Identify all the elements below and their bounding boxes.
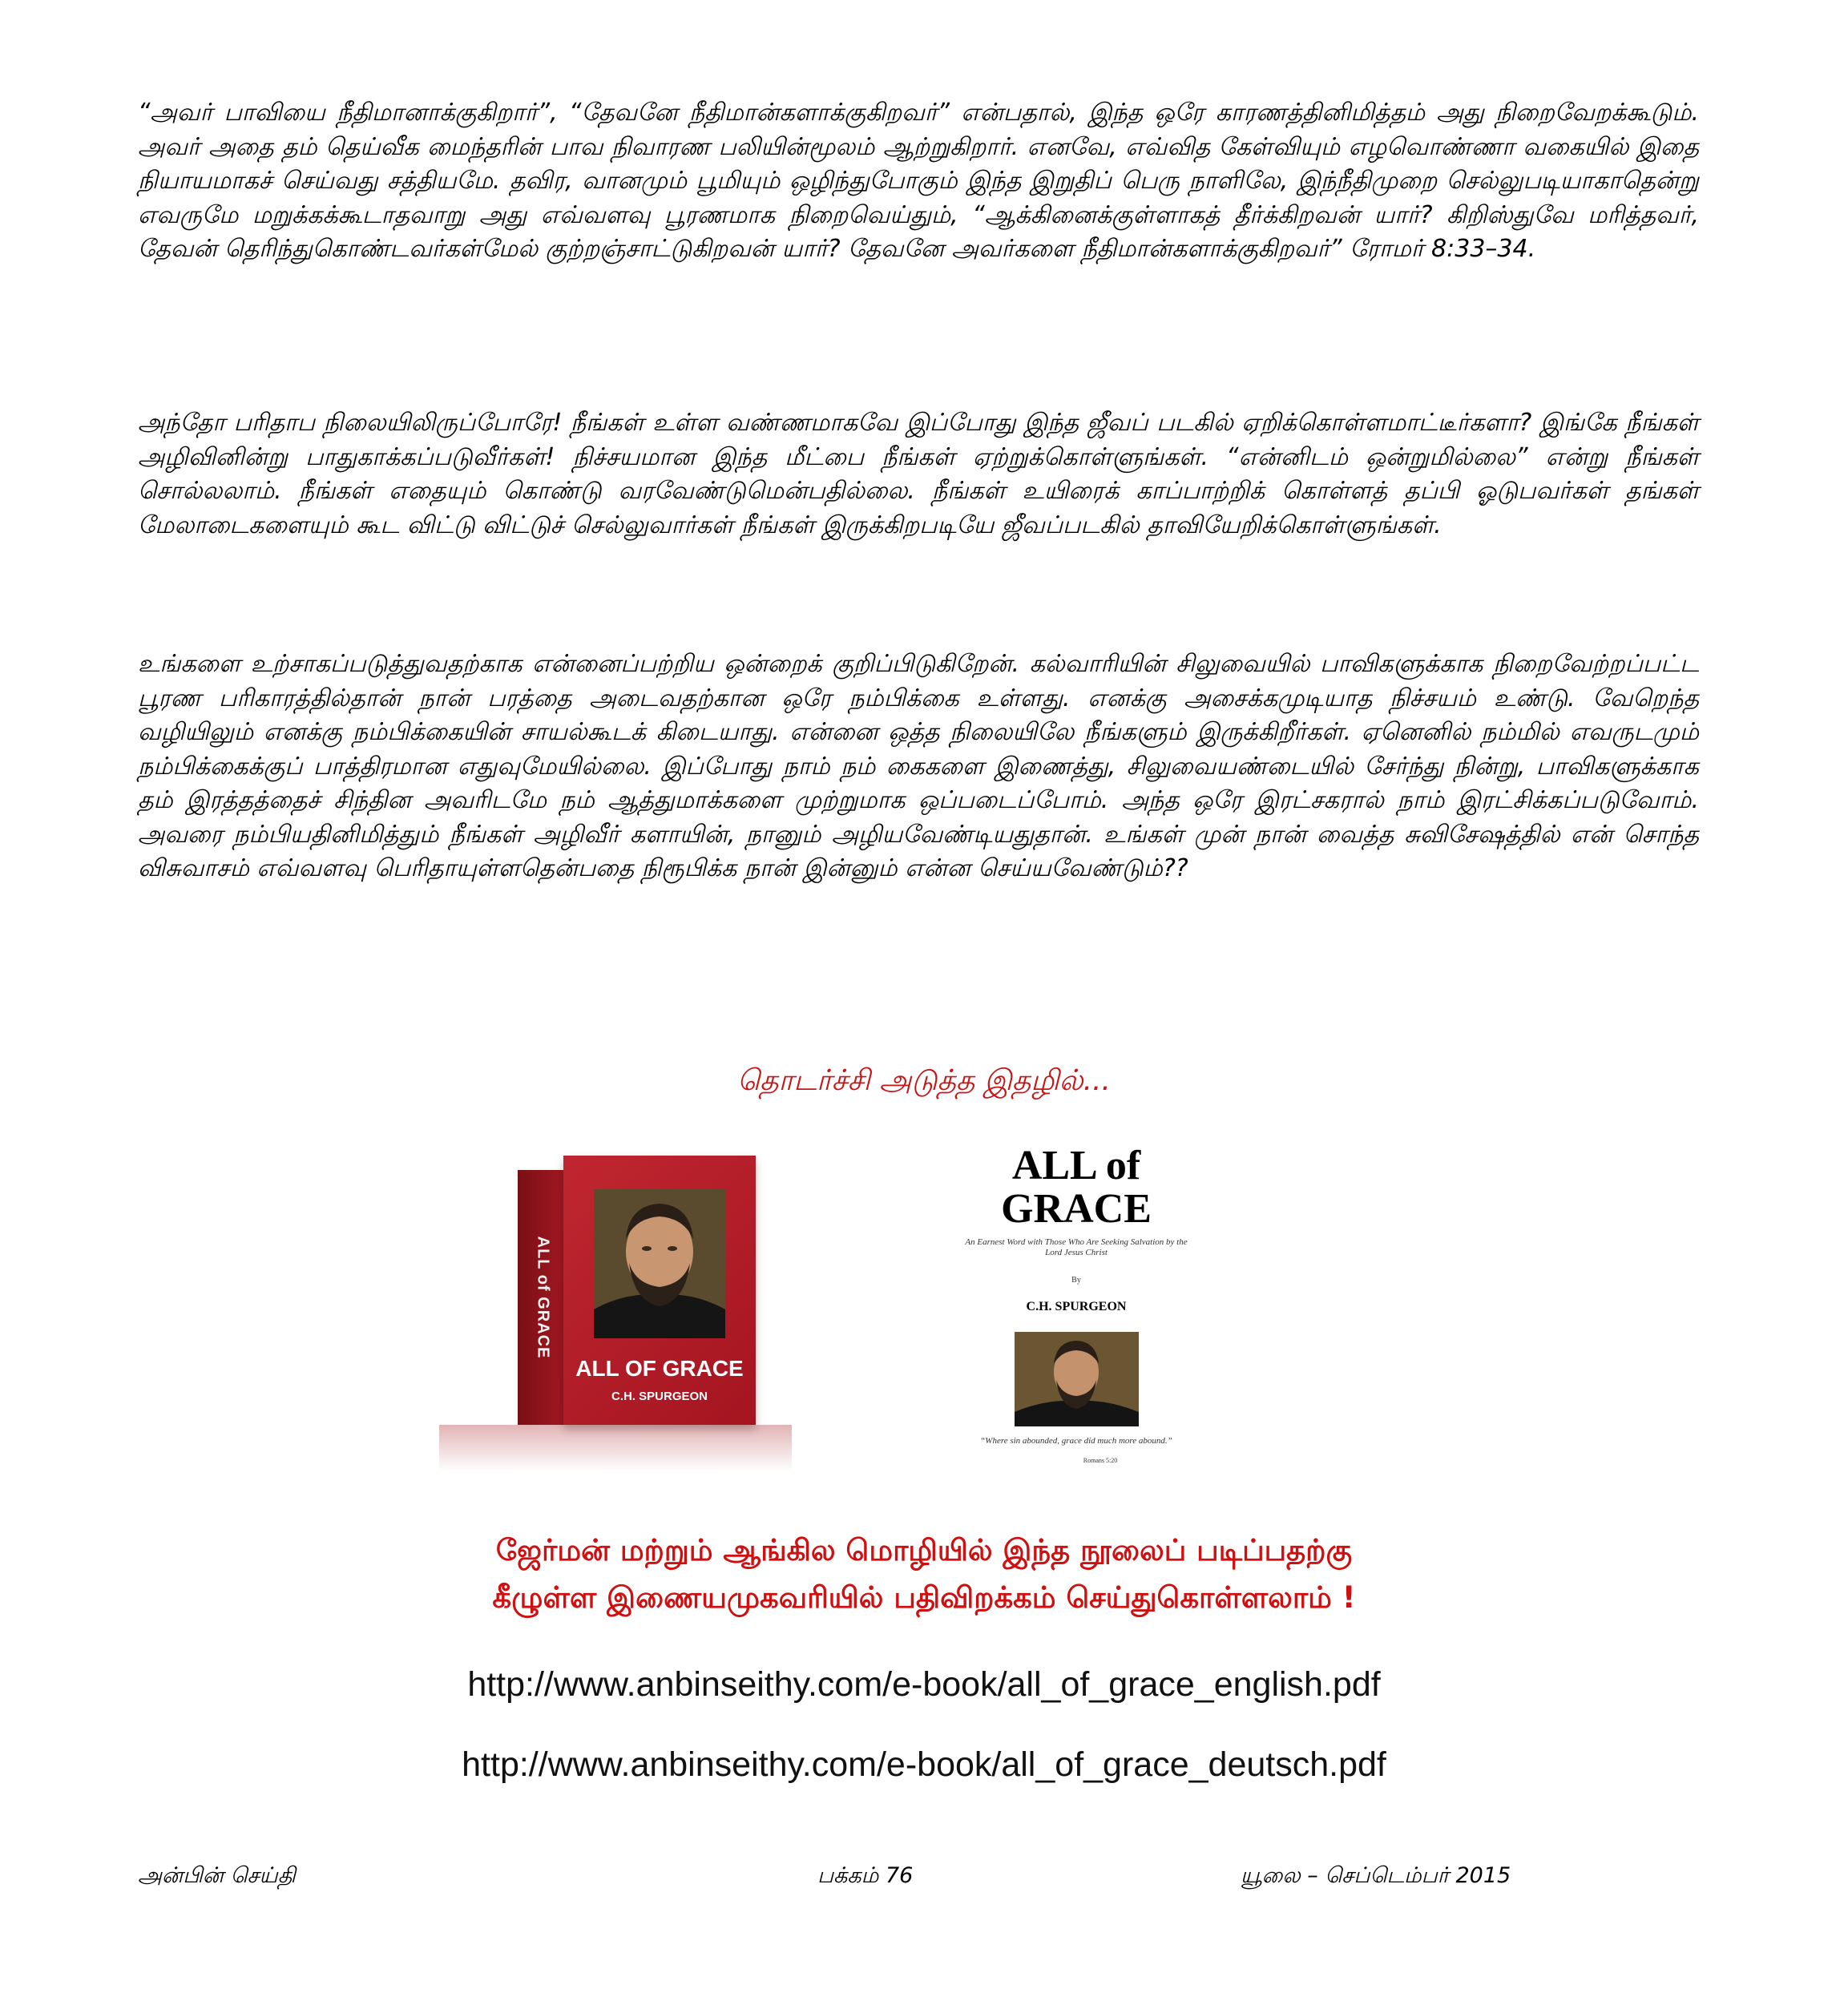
title-page-heading	[944, 1144, 1208, 1231]
book-spine	[518, 1170, 567, 1425]
download-notice-line1: ஜேர்மன் மற்றும் ஆங்கில மொழியில் இந்த நூலைப் படிப்பதற்கு	[495, 1533, 1353, 1567]
book-cover-author: C.H. SPURGEON	[611, 1390, 708, 1403]
download-notice-line2: கீழுள்ள இணையமுகவரியில் பதிவிறக்கம் செய்துகொள்ளலாம் !	[492, 1580, 1356, 1615]
footer-page-number: பக்கம் 76	[817, 1863, 914, 1888]
title-page-heading-line2: GRACE	[1001, 1186, 1152, 1232]
english-pdf-link[interactable]: http://www.anbinseithy.com/e-book/all_of_grace_english.pdf	[467, 1665, 1381, 1704]
footer-magazine-name: அன்பின் செய்தி	[138, 1863, 296, 1888]
deutsch-pdf-link[interactable]: http://www.anbinseithy.com/e-book/all_of_grace_deutsch.pdf	[462, 1745, 1386, 1784]
footer-issue-date: யூலை – செப்டெம்பர் 2015	[1241, 1863, 1511, 1888]
author-portrait-icon	[1015, 1332, 1139, 1426]
book-cover-title: ALL OF GRACE	[575, 1356, 744, 1381]
book-title-page-image	[944, 1138, 1208, 1475]
book-reflection	[439, 1425, 792, 1471]
title-page-author: C.H. SPURGEON	[1026, 1300, 1127, 1313]
paragraph-1: “அவர் பாவியை நீதிமானாக்குகிறார்”, “தேவனே நீதிமான்களாக்குகிறவர்” என்பதால், இந்த ஒரே காரணத்தினிமித்தம் அது நிறைவேறக்கூடும். அவர் அதை தம் தெய்வீக மைந்தரின் பாவ நிவாரண பலியின்மூலம் ஆற்றுகிறார். எனவே, எவ்வித கேள்வியும் எழவொண்ணா வகையில் இதை நியாயமாகச் செய்வது சத்தியமே. தவிர, வானமும் பூமியும் ஒழிந்துபோகும் இந்த இறுதிப் பெரு நாளிலே, இந்நீதிமுறை செல்லுபடியாகாதென்று எவருமே மறுக்கக்கூடாதவாறு அது எவ்வளவு பூரணமாக நிறைவெய்தும், “ஆக்கினைக்குள்ளாகத் தீர்க்கிறவன் யார்? கிறிஸ்துவே மரித்தவர், தேவன் தெரிந்துகொண்டவர்கள்மேல் குற்றஞ்சாட்டுகிறவன் யார்? தேவனே அவர்களை நீதிமான்களாக்குகிறவர்” ரோமர் 8:33–34.	[138, 99, 1699, 263]
title-page-quote-ref: Romans 5:20	[1083, 1457, 1118, 1464]
title-page-subtitle: An Earnest Word with Those Who Are Seeking Salvation by the Lord Jesus Christ	[965, 1237, 1188, 1257]
title-page-heading-line1: ALL of	[1011, 1143, 1141, 1188]
continued-notice: தொடர்ச்சி அடுத்த இதழில்...	[737, 1064, 1111, 1097]
book-spine-text: ALL of GRACE	[534, 1236, 552, 1359]
book-front-cover	[563, 1156, 756, 1425]
book-cover-image	[439, 1138, 792, 1475]
title-page-quote: “Where sin abounded, grace did much more abound.”	[980, 1436, 1172, 1446]
title-page-by: By	[1071, 1276, 1081, 1285]
author-portrait-icon	[594, 1189, 725, 1338]
paragraph-2: அந்தோ பரிதாப நிலையிலிருப்போரே! நீங்கள் உள்ள வண்ணமாகவே இப்போது இந்த ஜீவப் படகில் ஏறிக்கொள்ளமாட்டீர்களா? இங்கே நீங்கள் அழிவினின்று பாதுகாக்கப்படுவீர்கள்! நிச்சயமான இந்த மீட்பை நீங்கள் ஏற்றுக்கொள்ளுங்கள். “என்னிடம் ஒன்றுமில்லை” என்று நீங்கள் சொல்லலாம். நீங்கள் எதையும் கொண்டு வரவேண்டுமென்பதில்லை. நீங்கள் உயிரைக் காப்பாற்றிக் கொள்ளத் தப்பி ஓடுபவர்கள் தங்கள் மேலாடைகளையும் கூட விட்டு விட்டுச் செல்லுவார்கள் நீங்கள் இருக்கிறபடியே ஜீவப்படகில் தாவியேறிக்கொள்ளுங்கள்.	[138, 409, 1699, 539]
paragraph-3: உங்களை உற்சாகப்படுத்துவதற்காக என்னைப்பற்றிய ஒன்றைக் குறிப்பிடுகிறேன். கல்வாரியின் சிலுவையில் பாவிகளுக்காக நிறைவேற்றப்பட்ட பூரண பரிகாரத்தில்தான் நான் பரத்தை அடைவதற்கான ஒரே நம்பிக்கை உள்ளது. எனக்கு அசைக்கமுடியாத நிச்சயம் உண்டு. வேறெந்த வழியிலும் எனக்கு நம்பிக்கையின் சாயல்கூடக் கிடையாது. என்னை ஒத்த நிலையிலே நீங்களும் இருக்கிறீர்கள். ஏனெனில் நம்மில் எவருடமும் நம்பிக்கைக்குப் பாத்திரமான எதுவுமேயில்லை. இப்போது நாம் நம் கைகளை இணைத்து, சிலுவையண்டையில் சேர்ந்து நின்று, பாவிகளுக்காக தம் இரத்தத்தைச் சிந்தின அவரிடமே நம் ஆத்துமாக்களை முற்றுமாக ஒப்படைப்போம். அந்த ஒரே இரட்சகரால் நாம் இரட்சிக்கப்படுவோம். அவரை நம்பியதினிமித்தும் நீங்கள் அழிவீர் களாயின், நானும் அழியவேண்டியதுதான். உங்கள் முன் நான் வைத்த சுவிசேஷத்தில் என் சொந்த விசுவாசம் எவ்வளவு பெரிதாயுள்ளதென்பதை நிரூபிக்க நான் இன்னும் என்ன செய்யவேண்டும்??	[138, 650, 1699, 882]
